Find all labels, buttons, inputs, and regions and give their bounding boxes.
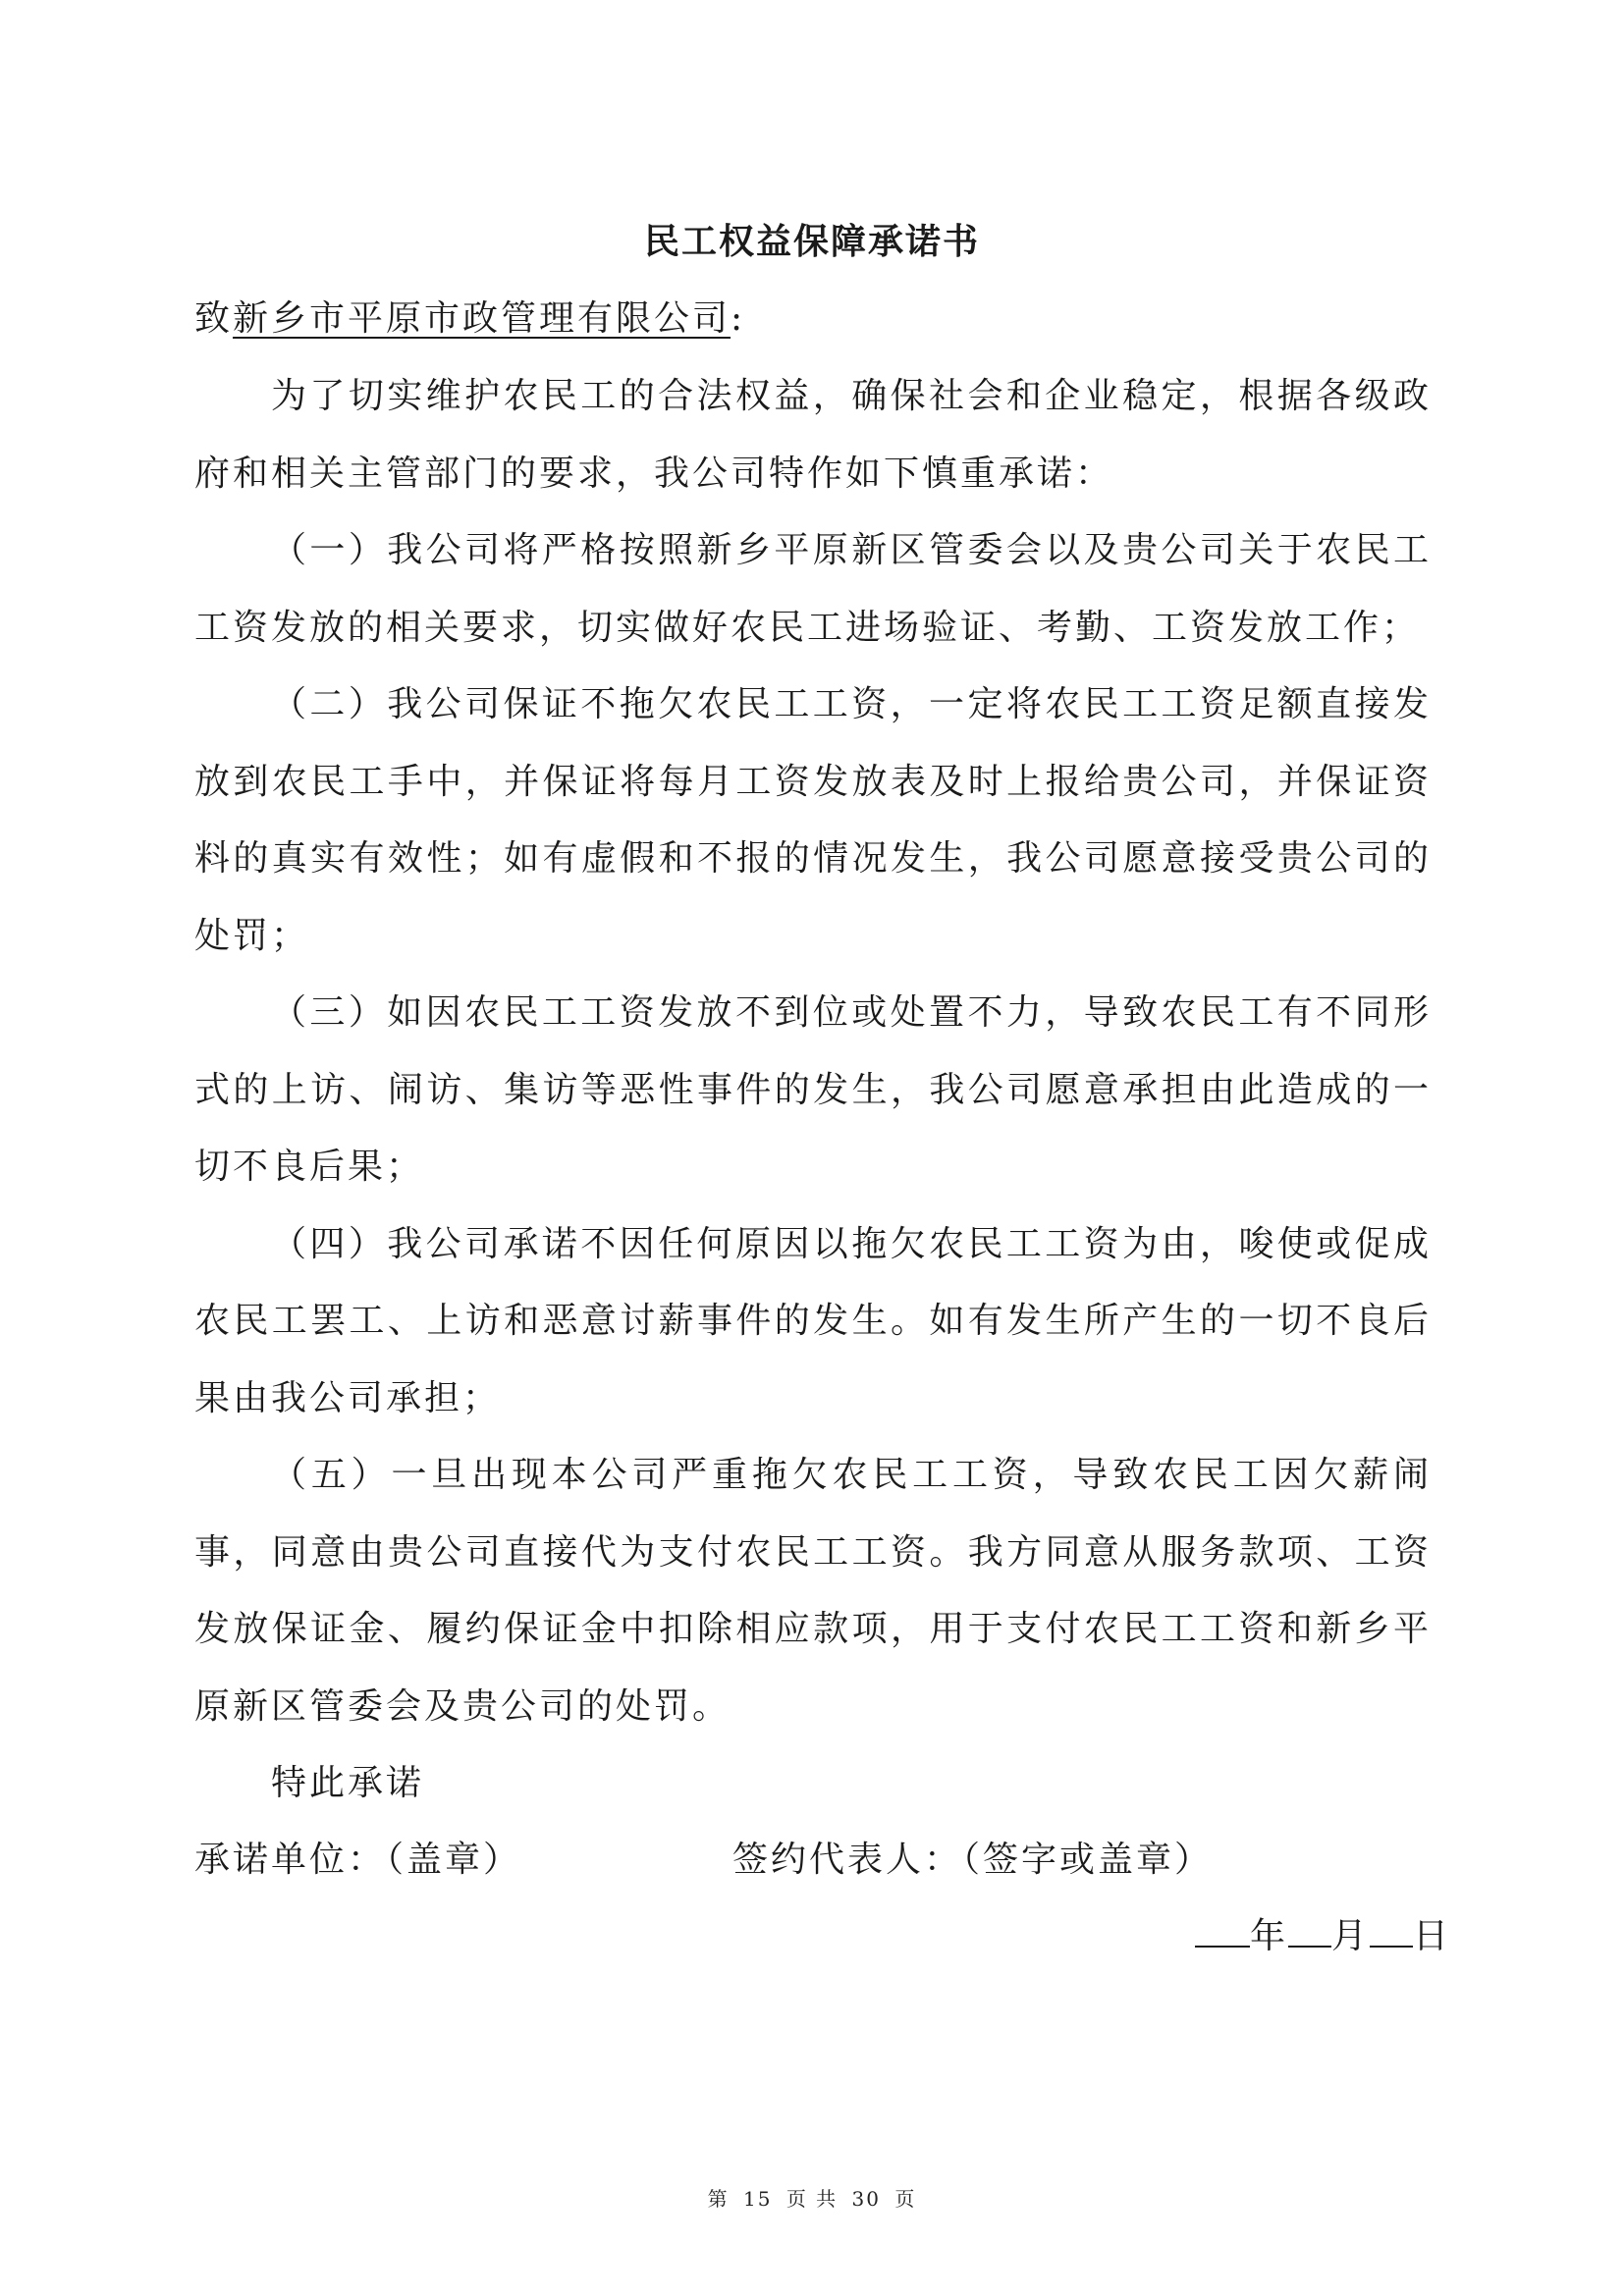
salutation (194, 281, 1432, 357)
addressee: 新乡市平原市政管理有限公司 (233, 298, 731, 339)
clause-4: （四）我公司承诺不因任何原因以拖欠农民工工资为由，唆使或促成农民工罢工、上访和恶意讨薪事件的发生。如有发生所产生的一切不良后果由我公司承担； (194, 1223, 1432, 1418)
document-title: 民工权益保障承诺书 (643, 221, 980, 262)
day-label: 日 (1412, 1916, 1451, 1956)
footer-prefix: 第 (707, 2187, 730, 2211)
total-pages-number: 30 (851, 2187, 881, 2211)
clause-3: （三）如因农民工工资发放不到位或处置不力，导致农民工有不同形式的上访、闹访、集访等恶性事件的发生，我公司愿意承担由此造成的一切不良后果； (194, 992, 1432, 1187)
salutation-suffix: : (731, 298, 746, 339)
month-blank (1288, 1918, 1331, 1948)
clause-1: （一）我公司将严格按照新乡平原新区管委会以及贵公司关于农民工工资发放的相关要求，切实做好农民工进场验证、考勤、工资发放工作； (194, 530, 1432, 648)
committing-unit-label: 承诺单位：（盖章） (194, 1840, 522, 1880)
footer-middle: 页 共 (785, 2187, 839, 2211)
commitment-body (194, 358, 1432, 1745)
representative-label: 签约代表人：（签字或盖章） (732, 1840, 1214, 1880)
page-footer (0, 2183, 1624, 2212)
year-blank (1195, 1918, 1250, 1948)
clause-5: （五）一旦出现本公司严重拖欠农民工工资，导致农民工因欠薪闹事，同意由贵公司直接代为支付农民工工资。我方同意从服务款项、工资发放保证金、履约保证金中扣除相应款项，用于支付农民工工资和新乡平原新区管委会及贵公司的处罚。 (194, 1455, 1432, 1727)
day-blank (1370, 1918, 1413, 1948)
clause-2: （二）我公司保证不拖欠农民工工资，一定将农民工工资足额直接发放到农民工手中，并保证将每月工资发放表及时上报给贵公司，并保证资料的真实有效性；如有虚假和不报的情况发生，我公司愿意接受贵公司的处罚； (194, 684, 1432, 956)
salutation-prefix: 致 (194, 298, 234, 339)
signature-row (194, 1822, 1432, 1898)
intro-paragraph: 为了切实维护农民工的合法权益，确保社会和企业稳定，根据各级政府和相关主管部门的要求，我公司特作如下慎重承诺： (194, 376, 1432, 494)
current-page-number: 15 (743, 2187, 773, 2211)
month-label: 月 (1330, 1916, 1370, 1956)
year-label: 年 (1249, 1916, 1288, 1956)
closing-statement: 特此承诺 (271, 1763, 425, 1803)
date-line (1195, 1898, 1451, 1976)
footer-suffix: 页 (894, 2187, 917, 2211)
